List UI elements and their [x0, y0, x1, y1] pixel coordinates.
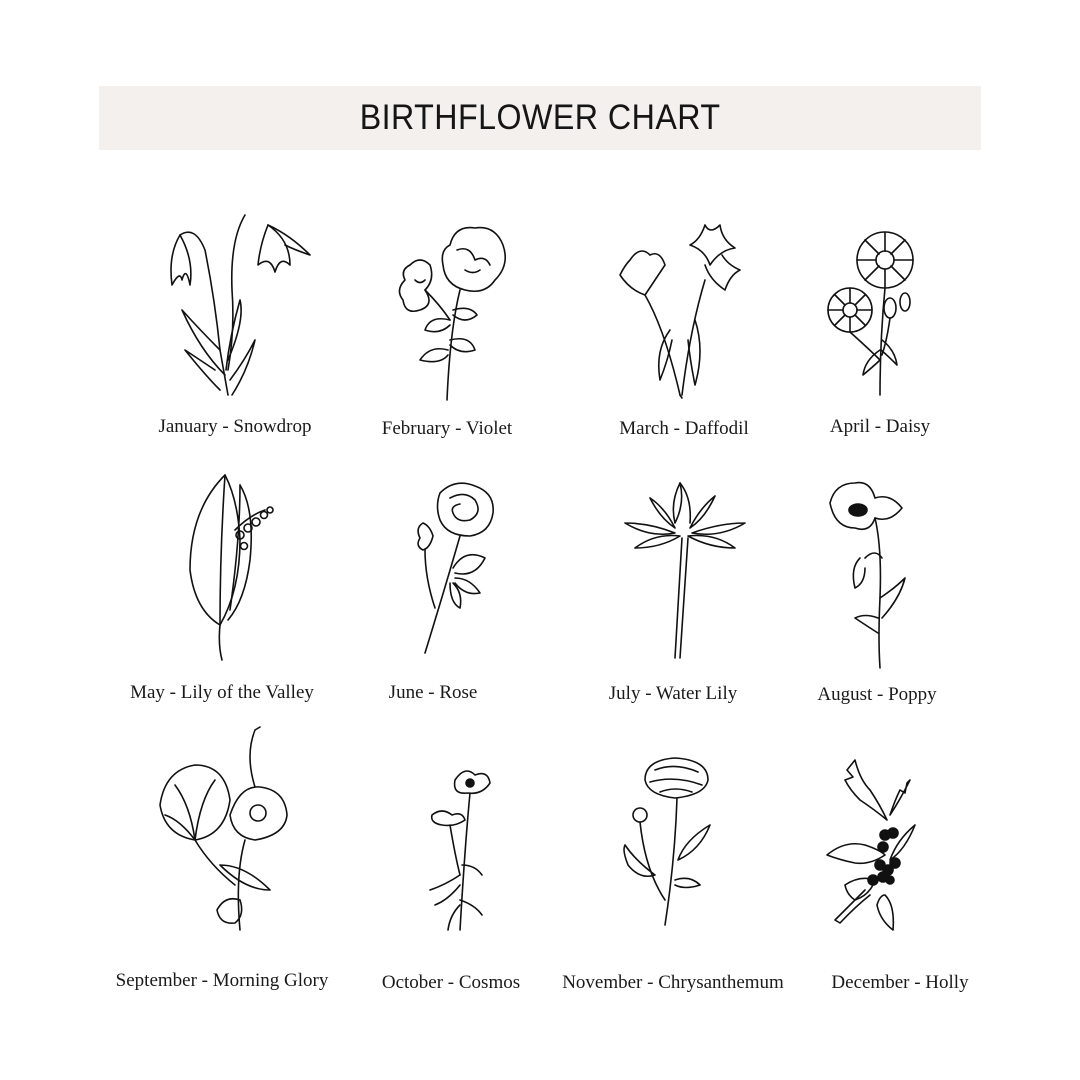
poppy-icon — [820, 478, 910, 668]
flower-label-july: July - Water Lily — [608, 683, 738, 704]
flower-label-december: December - Holly — [831, 972, 969, 993]
lily-of-the-valley-icon — [180, 470, 275, 665]
morning-glory-icon — [155, 725, 290, 935]
rose-icon — [405, 478, 500, 658]
chrysanthemum-icon — [620, 750, 720, 930]
flower-label-march: March - Daffodil — [619, 418, 749, 439]
water-lily-icon — [620, 478, 750, 663]
flower-label-april: April - Daisy — [829, 416, 931, 437]
flower-label-may: May - Lily of the Valley — [130, 682, 314, 703]
daffodil-icon — [610, 220, 755, 400]
cosmos-icon — [420, 765, 510, 935]
snowdrop-icon — [160, 210, 315, 400]
page-title: BIRTHFLOWER CHART — [359, 98, 721, 137]
violet-icon — [395, 220, 510, 405]
flower-label-november: November - Chrysanthemum — [562, 972, 784, 993]
flower-label-february: February - Violet — [381, 418, 513, 439]
flower-label-october: October - Cosmos — [381, 972, 521, 993]
daisy-icon — [825, 230, 925, 400]
holly-icon — [825, 755, 920, 935]
title-banner — [99, 86, 981, 150]
flower-label-june: June - Rose — [388, 682, 478, 703]
flower-label-january: January - Snowdrop — [158, 416, 312, 437]
flower-label-september: September - Morning Glory — [115, 970, 329, 991]
flower-label-august: August - Poppy — [817, 684, 937, 705]
